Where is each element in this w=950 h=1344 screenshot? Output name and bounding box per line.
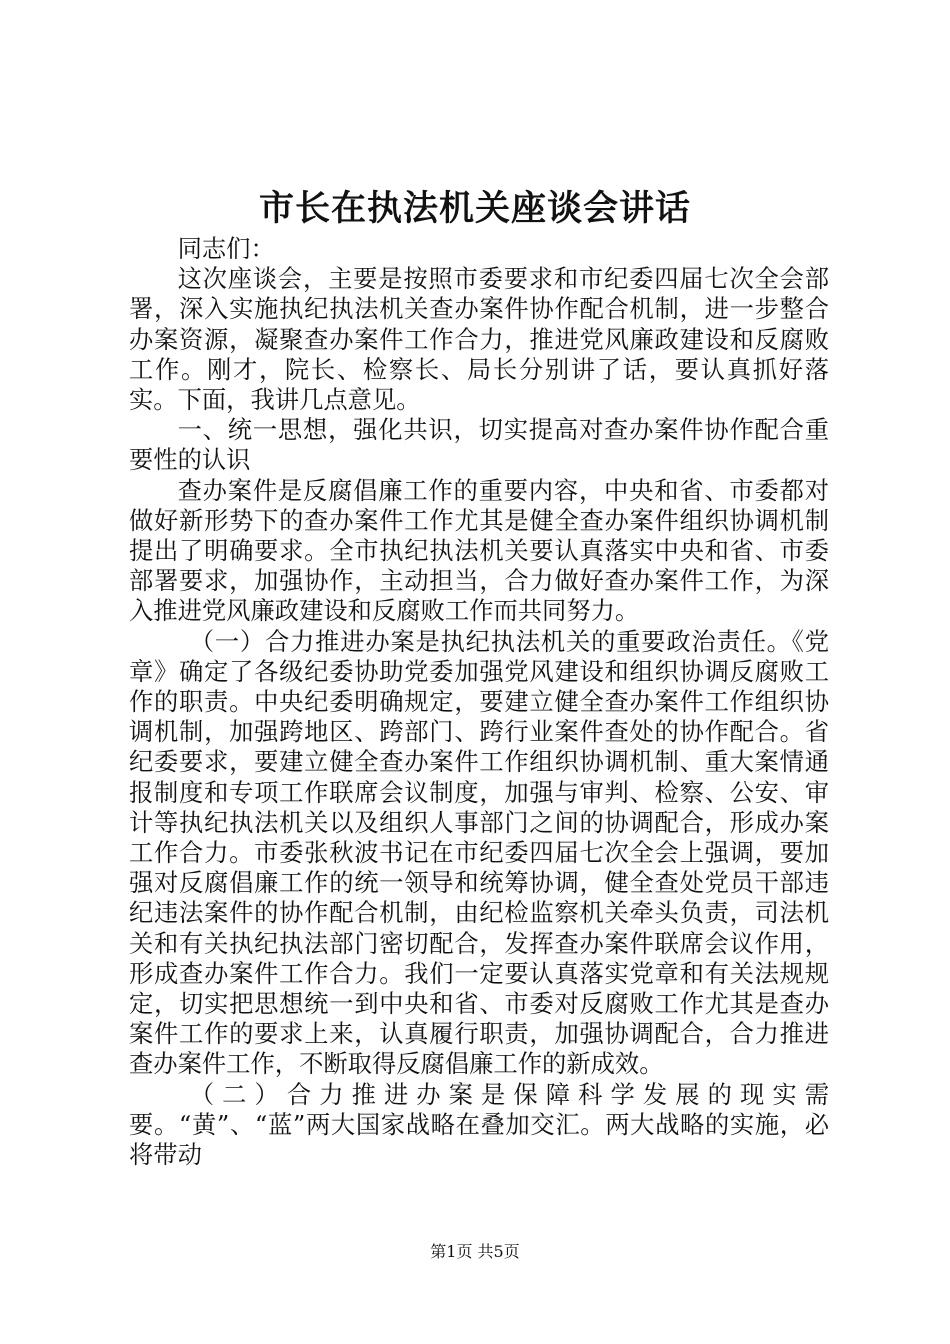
section-heading-1: 一、统一思想，强化共识，切实提高对查办案件协作配合重要性的认识 [129,415,829,475]
page-number-footer: 第1页 共5页 [430,1242,520,1261]
subsection-paragraph-2: （二）合力推进办案是保障科学发展的现实需要。“黄”、“蓝”两大国家战略在叠加交汇。两大战略的实施，必将带动 [129,1079,829,1170]
document-body [129,234,829,1170]
subsection-paragraph-1: （一）合力推进办案是执纪执法机关的重要政治责任。《党章》确定了各级纪委协助党委加强党风建设和组织协调反腐败工作的职责。中央纪委明确规定，要建立健全查办案件工作组织协调机制，加强跨地区、跨部门、跨行业案件查处的协作配合。省纪委要求，要建立健全查办案件工作组织协调机制、重大案情通报制度和专项工作联席会议制度，加强与审判、检察、公安、审计等执纪执法机关以及组织人事部门之间的协调配合，形成办案工作合力。市委张秋波书记在市纪委四届七次全会上强调，要加强对反腐倡廉工作的统一领导和统筹协调，健全查处党员干部违纪违法案件的协作配合机制，由纪检监察机关牵头负责，司法机关和有关执纪执法部门密切配合，发挥查办案件联席会议作用，形成查办案件工作合力。我们一定要认真落实党章和有关法规规定，切实把思想统一到中央和省、市委对反腐败工作尤其是查办案件工作的要求上来，认真履行职责，加强协调配合，合力推进查办案件工作，不断取得反腐倡廉工作的新成效。 [129,626,829,1079]
document-title: 市长在执法机关座谈会讲话 [258,188,691,229]
body-paragraph: 查办案件是反腐倡廉工作的重要内容，中央和省、市委都对做好新形势下的查办案件工作尤其是健全查办案件组织协调机制提出了明确要求。全市执纪执法机关要认真落实中央和省、市委部署要求，加强协作，主动担当，合力做好查办案件工作，为深入推进党风廉政建设和反腐败工作而共同努力。 [129,475,829,626]
intro-paragraph: 这次座谈会，主要是按照市委要求和市纪委四届七次全会部署，深入实施执纪执法机关查办案件协作配合机制，进一步整合办案资源，凝聚查办案件工作合力，推进党风廉政建设和反腐败工作。刚才，院长、检察长、局长分别讲了话，要认真抓好落实。下面，我讲几点意见。 [129,264,829,415]
salutation-paragraph: 同志们： [177,234,275,263]
